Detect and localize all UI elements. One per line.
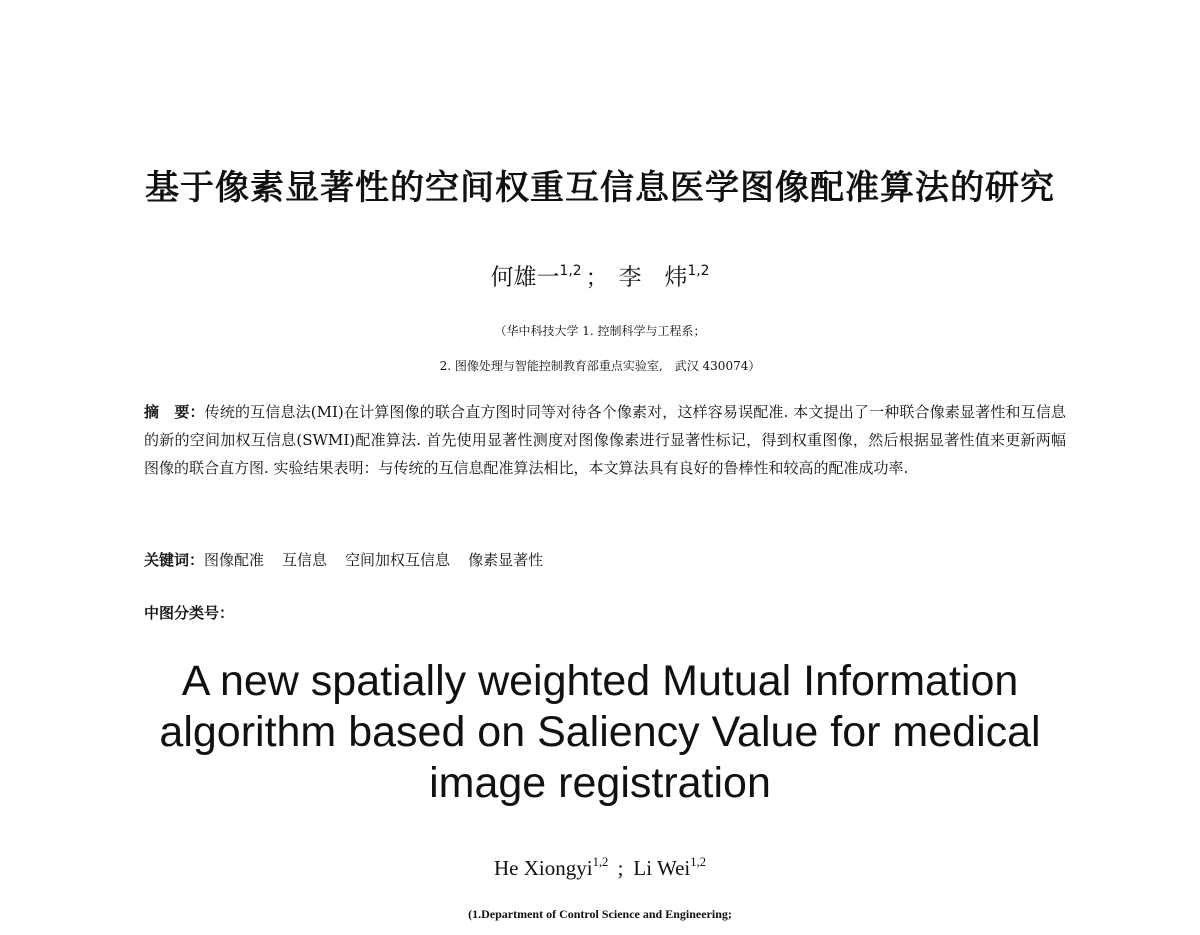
english-affiliation-line-1: (1.Department of Control Science and Engineering; <box>468 907 732 921</box>
author-name: He Xiongyi <box>494 855 593 880</box>
abstract-text: 传统的互信息法(MI)在计算图像的联合直方图时同等对待各个像素对，这样容易误配准. 本文提出了一种联合像素显著性和互信息的新的空间加权互信息(SWMI)配准算法. 首先使用显著性测度对图像像素进行显著性标记，得到权重图像，然后根据显著性值来更新两幅图像的联合直方图. 实验结果表明：与传统的互信息配准算法相比，本文算法具有良好的鲁棒性和较高的配准成功率. <box>144 403 1066 477</box>
author-affiliation-mark: 1,2 <box>559 263 582 279</box>
keywords-label: 关键词： <box>144 551 205 569</box>
author-name: 李 炜 <box>618 264 688 291</box>
english-title: A new spatially weighted Mutual Information algorithm based on Saliency Value for medical image registration <box>159 657 1041 807</box>
chinese-title: 基于像素显著性的空间权重互信息医学图像配准算法的研究 <box>145 168 1055 208</box>
chinese-abstract <box>144 398 1066 482</box>
chinese-affiliation-line-2: 2. 图像处理与智能控制教育部重点实验室, 武汉 430074） <box>439 359 761 373</box>
english-author-line <box>0 848 1200 882</box>
author-affiliation-mark: 1,2 <box>592 855 609 869</box>
keyword: 图像配准 <box>204 551 265 569</box>
author-separator: ; <box>612 855 624 880</box>
clc-number-label: 中图分类号： <box>144 604 235 622</box>
keyword: 空间加权互信息 <box>345 551 451 569</box>
author-name: Li Wei <box>633 855 691 880</box>
author-affiliation-mark: 1,2 <box>690 855 706 869</box>
chinese-keywords <box>144 549 561 571</box>
author-separator: ； <box>585 264 609 291</box>
keyword: 像素显著性 <box>468 551 544 569</box>
chinese-affiliation-line-1: （华中科技大学 1. 控制科学与工程系； <box>494 324 706 338</box>
author-name: 何雄一 <box>490 264 560 291</box>
chinese-author-line <box>0 256 1200 293</box>
abstract-label: 摘 要： <box>144 403 205 421</box>
author-affiliation-mark: 1,2 <box>687 263 710 279</box>
keyword: 互信息 <box>282 551 328 569</box>
